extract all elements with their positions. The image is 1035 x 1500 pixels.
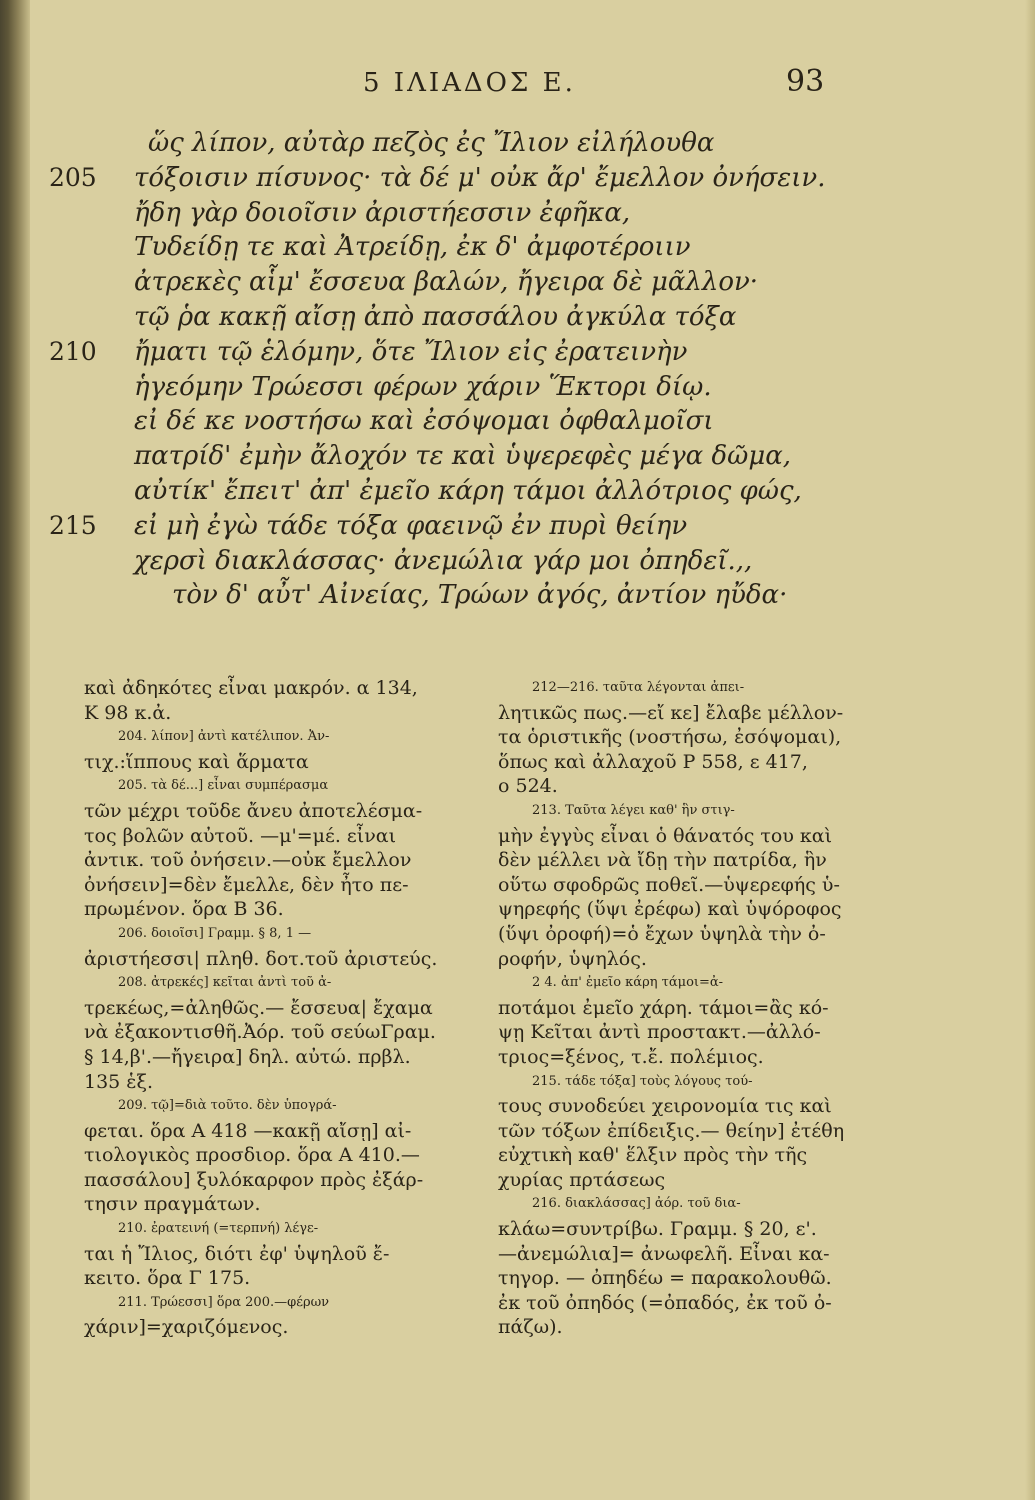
verse-block xyxy=(0,128,1035,615)
verse-text: τόξοισιν πίσυνος· τὰ δέ μ' οὐκ ἄρ' ἔμελλον ὀνήσειν. xyxy=(134,162,826,193)
verse-text: ἡγεόμην Τρώεσσι φέρων χάριν Ἕκτορι δίῳ. xyxy=(134,371,712,402)
commentary-line: τησιν πραγμάτων. xyxy=(84,1193,261,1216)
commentary-line: Κ 98 κ.ἀ. xyxy=(84,701,172,724)
commentary-line: 215. τάδε τόξα] τοὺς λόγους τού- xyxy=(532,1073,753,1089)
commentary-line: ὀνήσειν]=δὲν ἔμελλε, δὲν ἦτο πε- xyxy=(84,873,409,896)
commentary-line: πρωμένον. ὅρα Β 36. xyxy=(84,898,284,921)
commentary-line: τριος=ξένος, τ.ἔ. πολέμιος. xyxy=(498,1045,764,1068)
commentary-line: 208. ἀτρεκές] κεῖται ἀντὶ τοῦ ἀ- xyxy=(118,975,332,991)
verse-line xyxy=(0,337,1035,372)
verse-text: τὸν δ' αὖτ' Αἰνείας, Τρώων ἀγός, ἀντίον ηὔδα· xyxy=(172,580,788,611)
verse-line xyxy=(0,128,1035,163)
verse-line xyxy=(0,580,1035,615)
commentary-line: φεται. ὅρα Α 418 —κακῇ αἴσῃ] αἰ- xyxy=(84,1119,412,1142)
verse-text: ἤδη γὰρ δοιοῖσιν ἀριστήεσσιν ἐφῆκα, xyxy=(134,197,631,228)
commentary-line: πάζω). xyxy=(498,1316,563,1339)
verse-line xyxy=(0,232,1035,267)
verse-text: τῷ ῥα κακῇ αἴσῃ ἀπὸ πασσάλου ἀγκύλα τόξα xyxy=(134,301,737,332)
commentary-line: χυρίας πρτάσεως xyxy=(498,1168,666,1191)
commentary-line: ποτάμοι ἐμεῖο χάρη. τάμοι=ἂς κό- xyxy=(498,996,829,1019)
commentary-line: ἐκ τοῦ ὀπηδός (=ὀπαδός, ἐκ τοῦ ὀ- xyxy=(498,1291,832,1314)
commentary-line: 216. διακλάσσας] ἀόρ. τοῦ δια- xyxy=(532,1196,741,1212)
commentary-line: χάριν]=χαριζόμενος. xyxy=(84,1316,289,1339)
verse-line xyxy=(0,372,1035,407)
commentary-line: ἀριστήεσσι| πληθ. δοτ.τοῦ ἀριστεύς. xyxy=(84,947,438,970)
verse-text: ἤματι τῷ ἑλόμην, ὅτε Ἴλιον εἰς ἐρατεινὴν xyxy=(134,336,688,367)
commentary-line: 206. δοιοῖσι] Γραμμ. § 8, 1 — xyxy=(118,925,312,941)
commentary-line: τιχ.:ἵππους καὶ ἅρματα xyxy=(84,750,309,773)
commentary-line: § 14,β'.—ἤγειρα] δηλ. αὐτώ. πρβλ. xyxy=(84,1045,411,1068)
commentary-line: ο 524. xyxy=(498,775,558,798)
verse-line xyxy=(0,511,1035,546)
commentary-line: 210. ἐρατεινή (=τερπνή) λέγε- xyxy=(118,1221,319,1237)
page-header xyxy=(0,62,1035,102)
commentary-line: μὴν ἐγγὺς εἶναι ὁ θάνατός του καὶ xyxy=(498,824,833,847)
commentary-line: ται ἡ Ἴλιος, διότι ἐφ' ὑψηλοῦ ἔ- xyxy=(84,1242,390,1265)
commentary-line: ψηρεφής (ὕψι ἐρέφω) καὶ ὑψόροφος xyxy=(498,898,842,921)
commentary-line: λητικῶς πως.—εἴ κε] ἔλαβε μέλλον- xyxy=(498,701,844,724)
commentary-line: ροφήν, ὑψηλός. xyxy=(498,947,647,970)
commentary-line: κειτο. ὅρα Γ 175. xyxy=(84,1267,251,1290)
verse-line xyxy=(0,302,1035,337)
verse-line xyxy=(0,406,1035,441)
verse-text: ἀτρεκὲς αἷμ' ἔσσευα βαλών, ἤγειρα δὲ μᾶλλον· xyxy=(134,267,759,298)
commentary-line: ὅπως καὶ ἀλλαχοῦ Ρ 558, ε 417, xyxy=(498,750,808,773)
verse-number: 205 xyxy=(49,162,97,192)
commentary-line: (ὕψι ὀροφή)=ὁ ἔχων ὑψηλὰ τὴν ὀ- xyxy=(498,922,826,945)
commentary-line: 212—216. ταῦτα λέγονται ἀπει- xyxy=(532,680,745,695)
commentary-line: δὲν μέλλει νὰ ἴδῃ τὴν πατρίδα, ἣν xyxy=(498,849,827,872)
commentary-line: τρεκέως,=ἀληθῶς.— ἔσσευα| ἔχαμα xyxy=(84,996,433,1019)
commentary-line: οὕτω σφοδρῶς ποθεῖ.—ὑψερεφής ὑ- xyxy=(498,873,840,896)
commentary-line: τος βολῶν αὐτοῦ. —μ'=μέ. εἶναι xyxy=(84,824,397,847)
verse-number: 215 xyxy=(49,510,97,540)
commentary-line: τῶν μέχρι τοῦδε ἄνευ ἀποτελέσμα- xyxy=(84,799,423,822)
verse-text: πατρίδ' ἐμὴν ἄλοχόν τε καὶ ὑψερεφὲς μέγα δῶμα, xyxy=(134,441,792,472)
verse-text: Τυδείδῃ τε καὶ Ἀτρείδῃ, ἐκ δ' ἀμφοτέροιιν xyxy=(134,232,691,263)
verse-text: εἰ δέ κε νοστήσω καὶ ἐσόψομαι ὀφθαλμοῖσι xyxy=(134,406,714,437)
commentary-line: τηγορ. — ὀπηδέω = παρακολουθῶ. xyxy=(498,1267,832,1290)
commentary-line: 205. τὰ δέ...] εἶναι συμπέρασμα xyxy=(118,778,329,794)
commentary-right-column xyxy=(498,676,868,1376)
commentary-line: 204. λίπον] ἀντὶ κατέλιπον. Ἀν- xyxy=(118,729,330,745)
commentary-line: ἀντικ. τοῦ ὀνήσειν.—οὐκ ἔμελλον xyxy=(84,849,412,872)
commentary-line: 2 4. ἀπ' ἐμεῖο κάρη τάμοι=ἀ- xyxy=(532,975,724,991)
commentary-line: 211. Τρώεσσι] ὅρα 200.—φέρων xyxy=(118,1294,330,1310)
verse-line xyxy=(0,546,1035,581)
verse-line xyxy=(0,476,1035,511)
verse-line xyxy=(0,163,1035,198)
verse-line xyxy=(0,267,1035,302)
commentary-line: 135 ἑξ. xyxy=(84,1070,154,1093)
running-title: 5 ΙΛΙΑΔΟΣ Ε. xyxy=(363,68,576,98)
commentary-line: νὰ ἐξακοντισθῆ.Ἀόρ. τοῦ σεύωΓραμ. xyxy=(84,1021,436,1044)
verse-line xyxy=(0,441,1035,476)
commentary-line: εὐχτικὴ καθ' ἕλξιν πρὸς τὴν τῆς xyxy=(498,1144,808,1167)
verse-text: ὥς λίπον, αὐτὰρ πεζὸς ἐς Ἴλιον εἰλήλουθα xyxy=(148,128,715,158)
verse-text: αὐτίκ' ἔπειτ' ἀπ' ἐμεῖο κάρη τάμοι ἀλλότριος φώς, xyxy=(134,475,802,506)
commentary-line: ψῃ Κεῖται ἀντὶ προστακτ.—ἀλλό- xyxy=(498,1021,821,1044)
commentary-left-column xyxy=(84,676,459,1376)
commentary-line: τους συνοδεύει χειρονομία τις καὶ xyxy=(498,1095,832,1118)
verse-text: χερσὶ διακλάσσας· ἀνεμώλια γάρ μοι ὀπηδεῖ.,, xyxy=(134,545,753,576)
commentary-line: τιολογικὸς προσδιορ. ὅρα Α 410.— xyxy=(84,1144,420,1167)
verse-number: 210 xyxy=(49,336,97,366)
commentary-line: τα ὁριστικῆς (νοστήσω, ἐσόψομαι), xyxy=(498,726,842,749)
commentary-line: καὶ ἀδηκότες εἶναι μακρόν. α 134, xyxy=(84,677,418,699)
commentary-line: κλάω=συντρίβω. Γραμμ. § 20, ε'. xyxy=(498,1218,817,1241)
commentary-line: 213. Ταῦτα λέγει καθ' ἣν στιγ- xyxy=(532,802,735,818)
commentary-line: τῶν τόξων ἐπίδειξις.— θείην] ἐτέθη xyxy=(498,1119,845,1142)
verse-text: εἰ μὴ ἐγὼ τάδε τόξα φαεινῷ ἐν πυρὶ θείην xyxy=(134,510,688,541)
verse-line xyxy=(0,198,1035,233)
commentary-line: 209. τῷ]=διὰ τοῦτο. δὲν ὑπογρά- xyxy=(118,1098,337,1114)
commentary-line: πασσάλου] ξυλόκαρφον πρὸς ἐξάρ- xyxy=(84,1168,424,1191)
page-number: 93 xyxy=(786,64,825,99)
commentary-line: —ἀνεμώλια]= ἀνωφελῆ. Εἶναι κα- xyxy=(498,1242,830,1265)
